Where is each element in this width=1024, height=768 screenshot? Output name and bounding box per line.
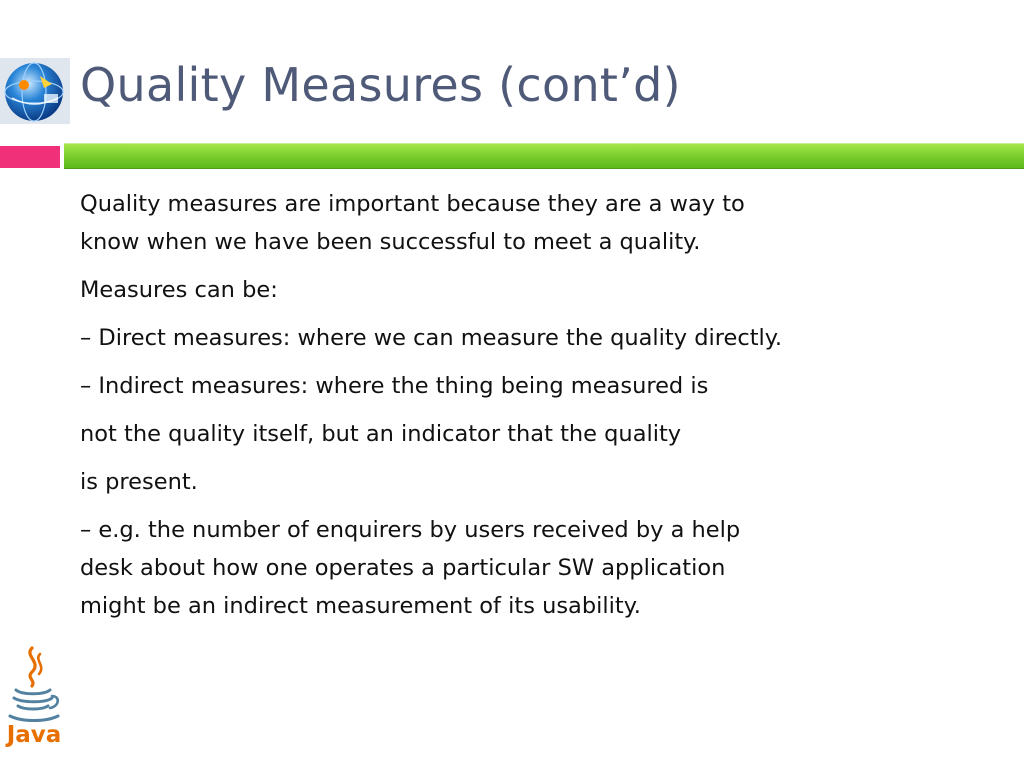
body-line: is present. xyxy=(80,469,198,495)
green-divider-bar xyxy=(64,143,1024,169)
body-line: might be an indirect measurement of its usability. xyxy=(80,593,641,619)
java-logo-icon xyxy=(2,640,66,748)
body-line: know when we have been successful to meet a quality. xyxy=(80,229,701,255)
body-line: – e.g. the number of enquirers by users received by a help xyxy=(80,517,741,543)
body-paragraph xyxy=(80,463,980,501)
java-wordmark: Java xyxy=(6,722,62,748)
slide-title: Quality Measures (cont’d) xyxy=(80,58,681,112)
body-line: desk about how one operates a particular SW application xyxy=(80,555,726,581)
body-line: not the quality itself, but an indicator that the quality xyxy=(80,421,682,447)
body-paragraph xyxy=(80,185,980,261)
body-line: – Direct measures: where we can measure the quality directly. xyxy=(80,325,783,351)
globe-icon xyxy=(0,58,70,124)
body-paragraph xyxy=(80,271,980,309)
body-paragraph xyxy=(80,415,980,453)
body-line: Measures can be: xyxy=(80,277,278,303)
slide-body xyxy=(80,185,980,635)
body-paragraph xyxy=(80,511,980,625)
body-line: Quality measures are important because they are a way to xyxy=(80,191,745,217)
pink-accent-bar xyxy=(0,146,60,168)
body-paragraph xyxy=(80,367,980,405)
body-line: – Indirect measures: where the thing being measured is xyxy=(80,373,709,399)
body-paragraph xyxy=(80,319,980,357)
